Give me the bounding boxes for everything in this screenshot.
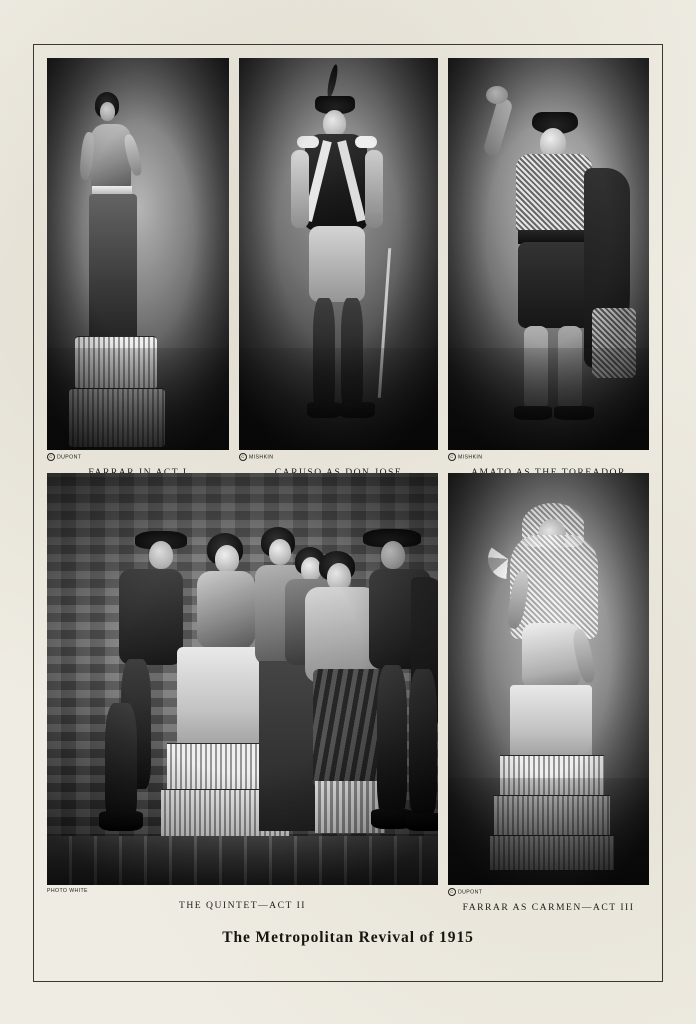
- photo-caption: FARRAR AS CARMEN—ACT III: [462, 902, 635, 913]
- plate-caruso-don-jose: [239, 58, 438, 461]
- plate-farrar-carmen-act-iii: [448, 473, 649, 913]
- plate-content: [47, 58, 649, 968]
- photo-credit: C DUPONT: [47, 453, 229, 461]
- page-title: The Metropolitan Revival of 1915: [222, 929, 474, 946]
- photo-credit: PHOTO WHITE: [47, 888, 88, 894]
- top-photo-row: [47, 58, 649, 461]
- copyright-icon: C: [47, 453, 55, 461]
- photo-farrar-act-i: [47, 58, 229, 450]
- plate-quintet-act-ii: [47, 473, 438, 913]
- photo-credit: C DUPONT: [448, 888, 649, 896]
- photo-caption: THE QUINTET—ACT II: [178, 900, 306, 911]
- photo-quintet-act-ii: [47, 473, 438, 885]
- copyright-icon: C: [448, 453, 456, 461]
- plate-amato-toreador: [448, 58, 649, 461]
- photo-caruso-don-jose: [239, 58, 438, 450]
- photo-amato-toreador: [448, 58, 649, 450]
- photo-credit: C MISHKIN: [239, 453, 438, 461]
- copyright-icon: C: [448, 888, 456, 896]
- copyright-icon: C: [239, 453, 247, 461]
- bottom-photo-row: [47, 473, 649, 913]
- plate-farrar-act-i: [47, 58, 229, 461]
- photo-credit: C MISHKIN: [448, 453, 649, 461]
- photo-farrar-carmen-act-iii: [448, 473, 649, 885]
